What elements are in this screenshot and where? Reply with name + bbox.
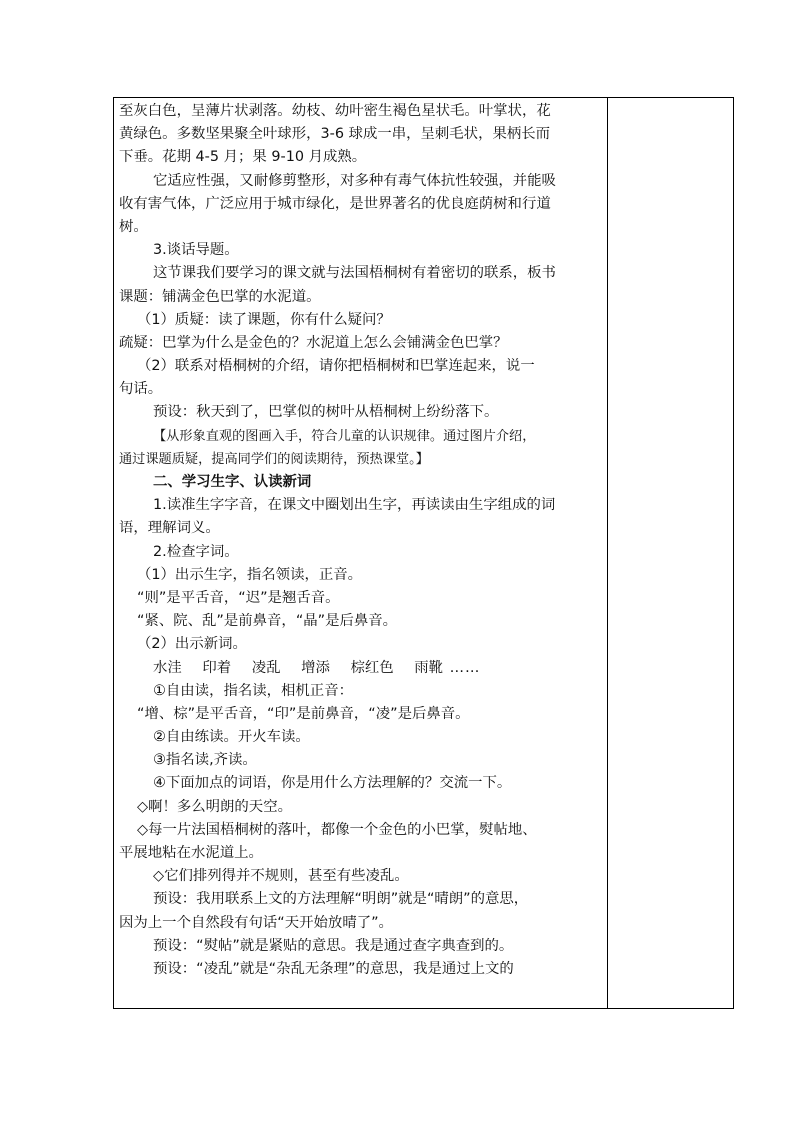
new-word: 雨靴: [414, 659, 444, 676]
new-word: 增添: [301, 659, 330, 676]
text-line: 因为上一个自然段有句话“天开始放晴了”。: [119, 914, 393, 931]
text-line: 它适应性强，又耐修剪整形，对多种有毒气体抗性较强，并能吸: [153, 172, 556, 189]
text-line: ④下面加点的词语，你是用什么方法理解的？交流一下。: [153, 775, 512, 792]
text-line: 课题：铺满金色巴掌的水泥道。: [119, 288, 321, 305]
section-heading: 二、学习生字、认读新词: [153, 474, 312, 490]
text-line: 收有害气体，广泛应用于城市绿化，是世界著名的优良庭荫树和行道: [119, 195, 551, 212]
text-line: “增、棕”是平舌音，“印”是前鼻音，“凌”是后鼻音。: [137, 705, 470, 722]
text-line: ③指名读,齐读。: [153, 752, 257, 769]
text-line: 预设：秋天到了，巴掌似的树叶从梧桐树上纷纷落下。: [153, 404, 499, 421]
text-line: 句话。: [119, 381, 163, 398]
text-line: ◇它们排列得并不规则，甚至有些凌乱。: [153, 868, 409, 885]
text-line: （1）出示生字，指名领读，正音。: [137, 566, 363, 583]
text-line: （2）出示新词。: [137, 636, 247, 653]
column-divider: [607, 98, 608, 1008]
text-line: ①自由读，指名读，相机正音：: [153, 682, 353, 699]
text-line: 下垂。花期 4-5 月；果 9-10 月成熟。: [119, 149, 367, 166]
lesson-content: [119, 100, 601, 981]
text-line: ②自由练读。开火车读。: [153, 729, 310, 746]
text-line: “紧、院、乱”是前鼻音，“晶”是后鼻音。: [137, 613, 398, 630]
text-line: （1）质疑：读了课题，你有什么疑问？: [137, 311, 391, 328]
new-word: 水洼: [153, 659, 182, 676]
text-line: 3.谈话导题。: [153, 242, 239, 259]
text-line: 疏疑：巴掌为什么是金色的？水泥道上怎么会铺满金色巴掌？: [119, 334, 508, 351]
text-line: “则”是平舌音，“迟”是翘舌音。: [137, 589, 340, 606]
text-line: ◇每一片法国梧桐树的落叶，都像一个金色的小巴掌，熨帖地、: [137, 821, 537, 838]
new-word: 印着: [202, 659, 232, 676]
design-note: 通过课题质疑，提高同学们的阅读期待，预热课堂。】: [119, 451, 429, 467]
text-line: ◇啊！多么明朗的天空。: [137, 798, 292, 815]
new-word: 棕红色: [350, 659, 394, 676]
new-word: 凌乱: [251, 659, 281, 676]
text-line: 这节课我们要学习的课文就与法国梧桐树有着密切的联系，板书: [153, 265, 556, 282]
text-line: 1.读准生字字音，在课文中圈划出生字，再读读由生字组成的词: [153, 497, 556, 514]
text-line: 至灰白色，呈薄片状剥落。幼枝、幼叶密生褐色星状毛。叶掌状，花: [119, 103, 551, 119]
text-line: 预设：我用联系上文的方法理解“明朗”就是“晴朗”的意思，: [153, 891, 529, 908]
text-line: 黄绿色。多数坚果聚全叶球形，3-6 球成一串，呈刺毛状，果柄长而: [119, 126, 551, 143]
ellipsis: ……: [449, 659, 481, 676]
text-line: 预设：“凌乱”就是“杂乱无条理”的意思，我是通过上文的: [153, 960, 514, 977]
lesson-table: [113, 97, 734, 1009]
text-line: 2.检查字词。: [153, 543, 239, 560]
text-line: 语，理解词义。: [119, 520, 220, 537]
text-line: （2）联系对梧桐树的介绍，请你把梧桐树和巴掌连起来，说一: [137, 358, 535, 375]
text-line: 树。: [119, 218, 148, 235]
design-note: 【从形象直观的图画入手，符合儿童的认识规律。通过图片介绍，: [153, 428, 536, 444]
new-words-row: [119, 657, 601, 680]
text-line: 预设：“熨帖”就是紧贴的意思。我是通过查字典查到的。: [153, 937, 514, 954]
text-line: 平展地粘在水泥道上。: [119, 845, 263, 861]
